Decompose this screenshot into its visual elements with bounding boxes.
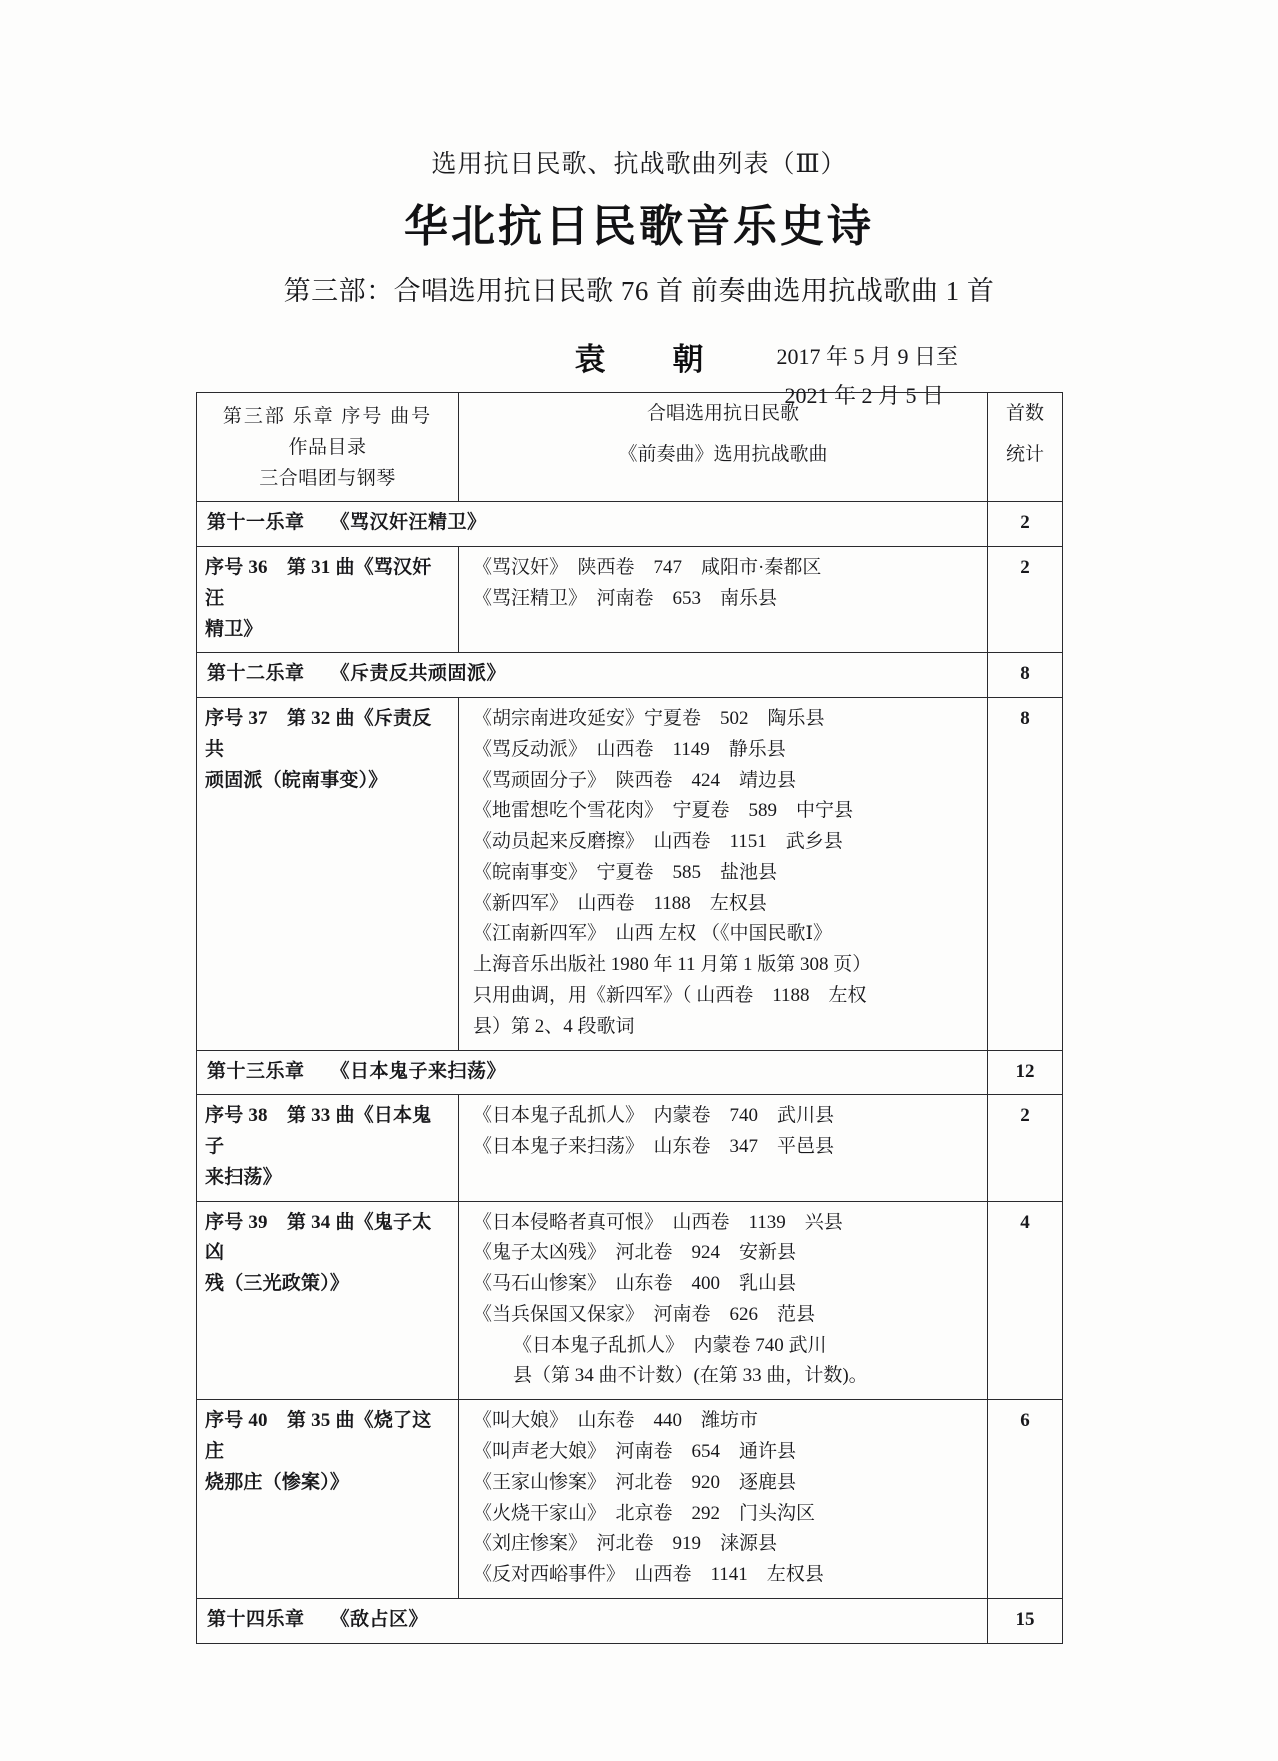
entry-seq-line1: 序号 36 第 31 曲《骂汉奸汪 [205, 557, 432, 609]
song-table-body [197, 393, 1063, 1644]
column-header-count [988, 393, 1063, 502]
entry-catalog-cell [197, 1201, 459, 1400]
movement-count: 2 [988, 502, 1063, 547]
entry-count: 2 [988, 1095, 1063, 1201]
column-header-catalog-line1: 第三部 乐章 序号 曲号 [222, 406, 433, 427]
song-entry: 《刘庄惨案》 河北卷 919 涞源县 [473, 1533, 778, 1555]
date-to: 2021 年 2 月 5 日 [784, 382, 944, 408]
movement-label [197, 1050, 988, 1095]
movement-name: 第十一乐章 [207, 512, 305, 534]
table-row [197, 1201, 1063, 1400]
table-header-row [197, 393, 1063, 502]
movement-label [197, 1598, 988, 1643]
movement-title: 《日本鬼子来扫荡》 [330, 1060, 507, 1082]
movement-name: 第十四乐章 [207, 1608, 305, 1630]
movement-count: 15 [988, 1598, 1063, 1643]
movement-title: 《骂汉奸汪精卫》 [330, 512, 487, 534]
song-entry: 《火烧干家山》 北京卷 292 门头沟区 [473, 1502, 816, 1524]
page-title: 华北抗日民歌音乐史诗 [404, 202, 874, 251]
entry-songs-cell [459, 1201, 988, 1400]
column-header-catalog-line2: 作品目录 [288, 436, 367, 458]
song-table [196, 392, 1063, 1644]
entry-catalog-cell [197, 1095, 459, 1201]
song-table-container [196, 392, 1062, 1644]
song-entry: 《江南新四军》 山西 左权 （《中国民歌Ⅰ》 [473, 923, 833, 945]
entry-count: 6 [988, 1400, 1063, 1599]
movement-count: 8 [988, 653, 1063, 698]
entry-songs-cell [459, 1095, 988, 1201]
entry-seq-line2: 顽固派（皖南事变）》 [205, 769, 388, 791]
movement-row [197, 1598, 1063, 1643]
movement-title: 《敌占区》 [330, 1608, 429, 1630]
movement-row [197, 653, 1063, 698]
song-entry: 《日本鬼子乱抓人》 内蒙卷 740 武川县 [473, 1105, 835, 1127]
column-header-count-line2: 统计 [1005, 443, 1044, 465]
movement-title: 《斥责反共顽固派》 [330, 663, 507, 685]
author-name: 袁 朝 [574, 342, 722, 378]
entry-seq-line1: 序号 39 第 34 曲《鬼子太凶 [205, 1211, 432, 1264]
song-entry: 《叫声老大娘》 河南卷 654 通许县 [473, 1440, 797, 1462]
movement-row [197, 1050, 1063, 1095]
list-label: 选用抗日民歌、抗战歌曲列表（Ⅲ） [431, 151, 847, 178]
column-header-count-line1: 首数 [1005, 403, 1044, 424]
song-entry: 《日本侵略者真可恨》 山西卷 1139 兴县 [473, 1211, 843, 1233]
table-row [197, 1095, 1063, 1201]
entry-seq-line1: 序号 40 第 35 曲《烧了这庄 [205, 1410, 432, 1462]
movement-name: 第十二乐章 [207, 663, 305, 685]
song-entry: 《马石山惨案》 山东卷 400 乳山县 [473, 1273, 797, 1295]
column-header-songs-spacer [467, 430, 979, 440]
movement-name: 第十三乐章 [207, 1060, 305, 1082]
song-entry: 《胡宗南进攻延安》宁夏卷 502 陶乐县 [473, 708, 825, 730]
movement-label [197, 653, 988, 698]
song-entry: 《骂反动派》 山西卷 1149 静乐县 [473, 738, 786, 760]
movement-row [197, 502, 1063, 547]
table-row [197, 698, 1063, 1050]
song-entry: 县（第 34 曲不计数）(在第 33 曲，计数)。 [513, 1365, 868, 1387]
entry-seq-line2: 残（三光政策）》 [205, 1273, 350, 1295]
song-entry: 《反对西峪事件》 山西卷 1141 左权县 [473, 1564, 824, 1586]
song-entry: 《动员起来反磨擦》 山西卷 1151 武乡县 [473, 831, 843, 853]
entry-count: 8 [988, 698, 1063, 1050]
song-entry: 《日本鬼子来扫荡》 山东卷 347 平邑县 [473, 1136, 835, 1158]
document-subtitle: 第三部：合唱选用抗日民歌 76 首 前奏曲选用抗战歌曲 1 首 [283, 275, 995, 306]
column-header-count-spacer [996, 430, 1054, 440]
song-entry: 《鬼子太凶残》 河北卷 924 安新县 [473, 1242, 797, 1264]
song-entry: 县）第 2、4 段歌词 [473, 1015, 635, 1037]
column-header-songs-line1: 合唱选用抗日民歌 [646, 403, 799, 424]
table-row [197, 1400, 1063, 1599]
song-entry: 只用曲调，用《新四军》（ 山西卷 1188 左权 [473, 985, 867, 1007]
entry-seq-line1: 序号 38 第 33 曲《日本鬼子 [205, 1105, 432, 1158]
song-entry: 《骂汉奸》 陕西卷 747 咸阳市·秦都区 [473, 557, 822, 579]
song-entry: 《日本鬼子乱抓人》 内蒙卷 740 武川 [513, 1334, 827, 1356]
document-header [0, 0, 1278, 420]
table-row [197, 547, 1063, 653]
song-entry: 《皖南事变》 宁夏卷 585 盐池县 [473, 861, 778, 883]
song-entry: 《当兵保国又保家》 河南卷 626 范县 [473, 1303, 816, 1325]
entry-seq-line1: 序号 37 第 32 曲《斥责反共 [205, 708, 432, 760]
song-entry: 《骂汪精卫》 河南卷 653 南乐县 [473, 587, 778, 609]
song-entry: 《叫大娘》 山东卷 440 潍坊市 [473, 1410, 759, 1432]
column-header-songs [459, 393, 988, 502]
column-header-catalog-line3: 三合唱团与钢琴 [259, 467, 396, 489]
entry-seq-line2: 来扫荡》 [205, 1166, 282, 1188]
column-header-songs-line2: 《前奏曲》选用抗战歌曲 [618, 443, 828, 465]
song-entry: 《骂顽固分子》 陕西卷 424 靖边县 [473, 769, 797, 791]
entry-catalog-cell [197, 547, 459, 653]
song-entry: 《王家山惨案》 河北卷 920 逐鹿县 [473, 1471, 797, 1493]
song-entry: 上海音乐出版社 1980 年 11 月第 1 版第 308 页） [473, 954, 872, 976]
entry-count: 4 [988, 1201, 1063, 1400]
song-entry: 《新四军》 山西卷 1188 左权县 [473, 892, 767, 914]
movement-count: 12 [988, 1050, 1063, 1095]
column-header-catalog [197, 393, 459, 502]
entry-catalog-cell [197, 1400, 459, 1599]
entry-songs-cell [459, 547, 988, 653]
entry-songs-cell [459, 698, 988, 1050]
entry-seq-line2: 精卫》 [205, 618, 263, 640]
date-from: 2017 年 5 月 9 日至 [776, 344, 958, 370]
entry-seq-line2: 烧那庄（惨案）》 [205, 1471, 350, 1493]
movement-label [197, 502, 988, 547]
entry-catalog-cell [197, 698, 459, 1050]
song-entry: 《地雷想吃个雪花肉》 宁夏卷 589 中宁县 [473, 800, 854, 822]
entry-count: 2 [988, 547, 1063, 653]
entry-songs-cell [459, 1400, 988, 1599]
